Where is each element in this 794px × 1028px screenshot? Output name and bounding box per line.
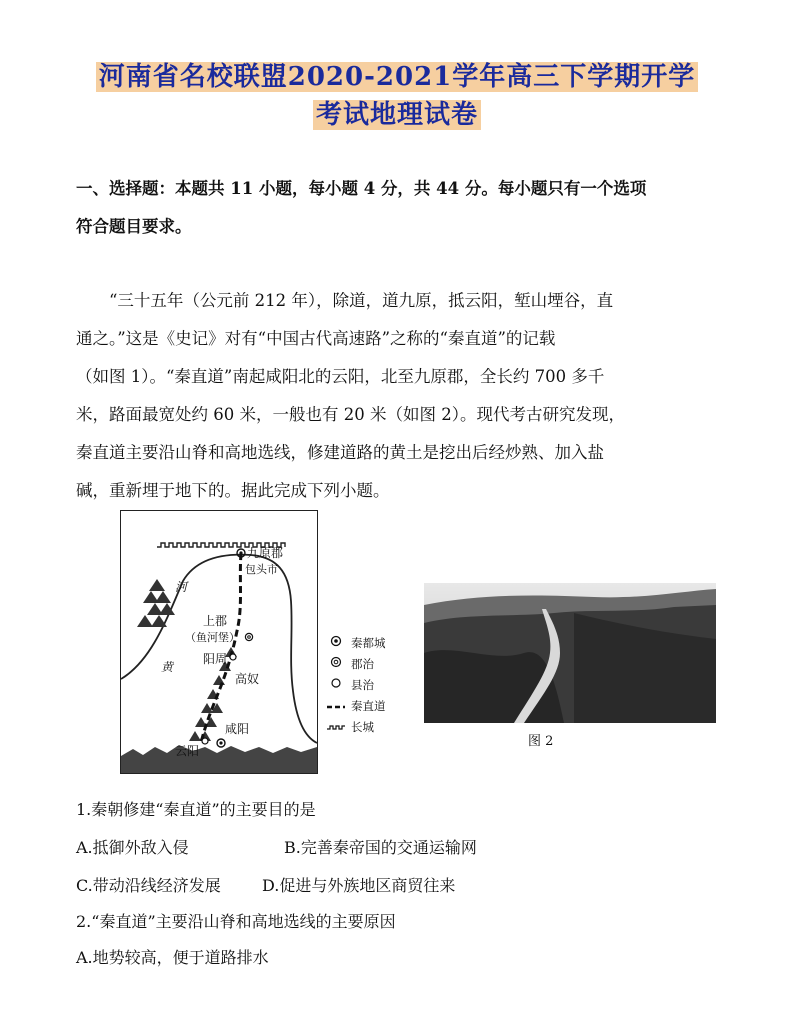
capital-icon <box>327 635 345 650</box>
legend-label: 郡治 <box>351 656 374 671</box>
passage-line: 米，路面最宽处约 60 米，一般也有 20 米（如图 2）。现代考古研究发现， <box>76 405 625 424</box>
map-label-yunyang: 云阳 <box>175 744 200 758</box>
map-label-huang: 黄 <box>161 660 174 674</box>
option-1d: D.促进与外族地区商贸往来 <box>262 876 456 895</box>
passage-line: 通之。”这是《史记》对有“中国古代高速路”之称的“秦直道”的记载 <box>76 329 556 348</box>
qin-road-photo <box>424 583 716 723</box>
title-text-2: 考试地理试卷 <box>313 100 481 130</box>
southern-hills <box>121 745 317 773</box>
county-icon <box>230 654 236 660</box>
great-wall-icon <box>327 720 345 734</box>
section-heading-line-2: 符合题目要求。 <box>76 217 192 236</box>
county-icon <box>327 677 345 692</box>
map-label-xianyang: 咸阳 <box>225 722 250 736</box>
option-1b: B.完善秦帝国的交通运输网 <box>284 838 477 857</box>
map-label-baotou: 包头市 <box>245 563 278 576</box>
legend-label: 秦都城 <box>351 635 386 650</box>
map-legend <box>327 632 386 737</box>
map-label-he: 河 <box>175 580 188 594</box>
commandery-icon <box>245 633 252 640</box>
option-1c: C.带动沿线经济发展 <box>76 876 221 895</box>
passage-line: “三十五年（公元前 212 年），除道，道九原，抵云阳，堑山堙谷，直 <box>76 291 614 310</box>
legend-item <box>327 674 386 695</box>
mountain-icon <box>137 579 175 627</box>
map-label-gaonu: 高奴 <box>235 672 260 686</box>
passage <box>76 282 726 510</box>
question-1: 1.秦朝修建“秦直道”的主要目的是 <box>76 800 316 819</box>
legend-item <box>327 632 386 653</box>
legend-label: 县治 <box>351 677 374 692</box>
capital-icon <box>217 739 225 747</box>
passage-line: （如图 1）。“秦直道”南起咸阳北的云阳，北至九原郡，全长约 700 多千 <box>76 367 605 386</box>
figure-2-caption: 图 2 <box>528 734 554 749</box>
qin-road-map <box>120 510 318 774</box>
title-line-1 <box>0 58 794 96</box>
map-label-jiuyuan: 九原郡 <box>247 546 284 560</box>
legend-item <box>327 653 386 674</box>
option-2a: A.地势较高，便于道路排水 <box>76 948 269 967</box>
map-label-yangzhou: 阳周 <box>203 652 228 666</box>
road-dash-icon <box>327 699 345 713</box>
option-1a: A.抵御外敌入侵 <box>76 838 189 857</box>
yellow-river <box>121 555 317 743</box>
commandery-icon <box>327 656 345 671</box>
legend-item <box>327 716 386 737</box>
legend-label: 长城 <box>351 719 374 734</box>
section-heading-line-1: 一、选择题：本题共 11 小题，每小题 4 分，共 44 分。每小题只有一个选项 <box>76 179 647 198</box>
legend-item <box>327 695 386 716</box>
qin-straight-road <box>201 553 241 743</box>
map-label-shangjun: 上郡 <box>203 614 228 628</box>
title-line-2 <box>0 96 794 134</box>
passage-line: 碱，重新埋于地下的。据此完成下列小题。 <box>76 481 390 500</box>
county-icon <box>202 738 208 744</box>
title-text-1: 河南省名校联盟2020-2021学年高三下学期开学 <box>96 62 699 92</box>
map-label-yuhebao: （鱼河堡） <box>185 631 240 644</box>
passage-line: 秦直道主要沿山脊和高地选线，修建道路的黄土是挖出后经炒熟、加入盐 <box>76 443 604 462</box>
legend-label: 秦直道 <box>351 698 386 713</box>
question-2: 2.“秦直道”主要沿山脊和高地选线的主要原因 <box>76 912 396 931</box>
